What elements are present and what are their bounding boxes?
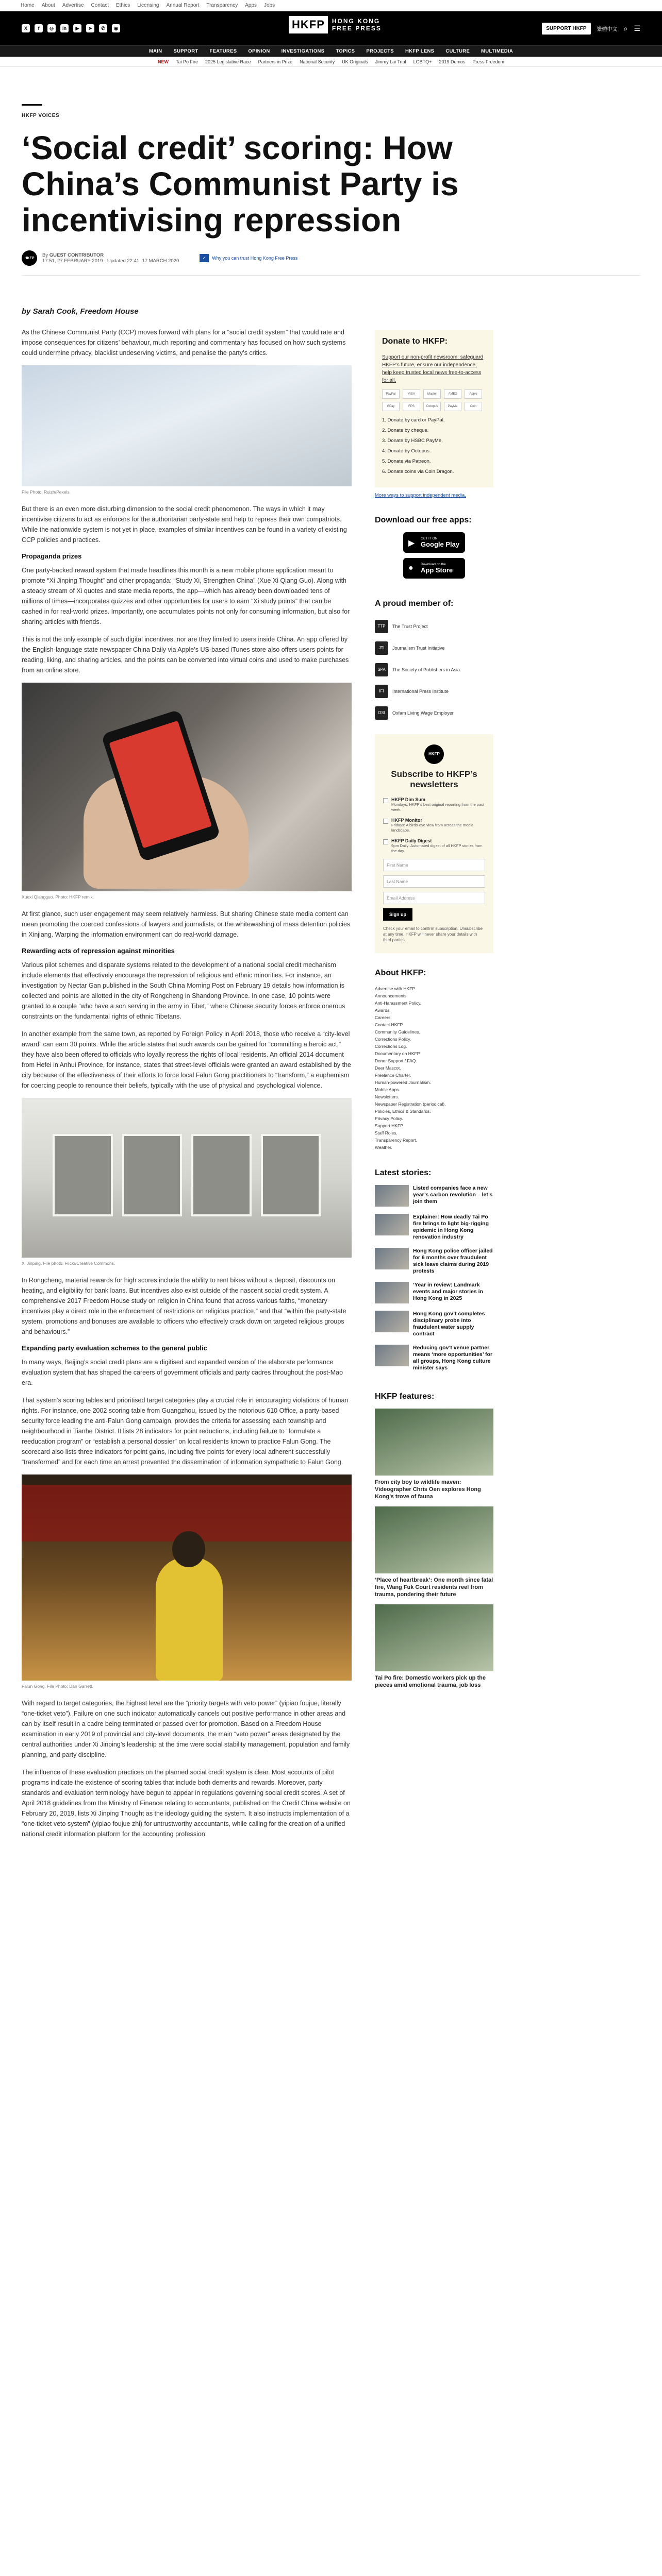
masthead — [0, 11, 662, 45]
about-link[interactable]: Contact HKFP. — [375, 1022, 404, 1027]
trending-item[interactable]: LGBTQ+ — [413, 59, 432, 64]
paragraph: In another example from the same town, as reported by Foreign Policy in April 2018, those who receive a “city-level award” can earn 30 points. While the article states that such awards can be gained for “committing a heroic act,” they have also been offered to officials who loyally repress the rights of local residents. An official 2014 document from Hefei in Anhui Province, for instance, states that street-level officials were granted an award established by the city because of the effectiveness of their efforts to force local Falun Gong practitioners to “transform,” a euphemism for coercing people to renounce their beliefs, typically with the use of physical and psychological violence. — [22, 1030, 351, 1089]
donate-title: Donate to HKFP: — [382, 337, 448, 346]
paragraph: In Rongcheng, material rewards for high scores include the ability to rent bikes without a deposit, discounts on heating, and eligibility for bank loans. But incentives also exist outside of the nascent social credit system. A comprehensive 2017 Freedom House study on religion in China found that across various faiths, “monetary incentives play a direct role in the enforcement of restrictions on religious practice,” and that “within the party-state system, promotions and bonuses are available to officers who effectively crack down on targeted religious groups and behaviours.” — [22, 1277, 346, 1335]
story-title[interactable]: Reducing gov’t venue partner means ‘more opportunities’ for all groups, Hong Kong culture minister says — [413, 1345, 493, 1371]
donate-option[interactable]: 5. Donate via Patreon. — [382, 459, 431, 464]
latest-story[interactable] — [375, 1282, 493, 1303]
logo-name-line1: HONG KONG — [332, 18, 380, 25]
about-link[interactable]: Advertise with HKFP. — [375, 986, 416, 991]
member-name: Oxfam Living Wage Employer — [392, 710, 454, 716]
twitter-icon[interactable]: X — [22, 24, 30, 32]
trending-label: NEW — [157, 59, 169, 64]
about-list — [375, 985, 493, 1151]
util-link-apps[interactable]: Apps — [245, 3, 257, 8]
paragraph: With regard to target categories, the highest level are the “priority targets with veto power” (yipiao foujue, literally “one-ticket veto”). Failure on one such indicator automatically cancels out positive performance in other areas and can by itself result in a cadre being terminated or passed over for promotion. Based on a Freedom House examination in early 2019 of provincial and city-level documents, the main “veto power” areas designated by the central authorities under Xi Jinping’s leadership at the time were social stability management, population and family planning, and party discipline. — [22, 1700, 350, 1758]
latest-title: Latest stories: — [375, 1168, 432, 1177]
story-title[interactable]: ‘Year in review: Landmark events and major stories in Hong Kong in 2025 — [413, 1282, 483, 1301]
newsletter-name: HKFP Dim Sum — [391, 797, 425, 802]
logo-mark: HKFP — [289, 16, 328, 33]
payment-logo: VISA — [403, 389, 420, 399]
last-name-input[interactable]: Last Name — [383, 875, 485, 888]
image-caption: Xi Jinping. File photo: Flickr/Creative Commons. — [22, 1261, 115, 1266]
article-dates: 17:51, 27 FEBRUARY 2019 · Updated 22:41, 17 MARCH 2020 — [42, 258, 179, 264]
feature-story[interactable] — [375, 1506, 493, 1598]
feature-title[interactable]: Tai Po fire: Domestic workers pick up the pieces amid emotional trauma, job loss — [375, 1675, 486, 1688]
paragraph: Various pilot schemes and disparate systems related to the development of a national social credit mechanism include elements that effectively encourage the repression of religious and ethnic minorities. For instance, an investigation by Nectar Gan published in the South China Morning Post on February 19 details how information is collected and points are allotted in the city of Rongcheng in Shandong Province. In one case, 10 points were granted to a couple “who have a son serving in the army in Tibet,” where Chinese security forces enforce onerous constraints on the fundamental rights of ethnic Tibetans. — [22, 961, 345, 1020]
newsletter-checkbox[interactable] — [383, 798, 388, 803]
article-image-phone-app — [22, 683, 352, 891]
kicker-rule — [22, 104, 42, 106]
member-list — [375, 616, 493, 724]
util-link-jobs[interactable]: Jobs — [264, 3, 275, 8]
member-logo: TTP — [375, 620, 388, 633]
about-link[interactable]: Announcements. — [375, 993, 408, 998]
member-name: Journalism Trust Initiative — [392, 646, 445, 651]
about-link[interactable]: Deer Mascot. — [375, 1065, 401, 1071]
about-link[interactable]: Human-powered Journalism. — [375, 1080, 431, 1085]
article-title: ‘Social credit’ scoring: How China’s Communist Party is incentivising repression — [22, 129, 459, 239]
story-thumbnail — [375, 1282, 409, 1303]
about-link[interactable]: Staff Roles. — [375, 1130, 398, 1136]
more-ways-link[interactable]: More ways to support independent media. — [375, 493, 466, 498]
feature-story[interactable] — [375, 1409, 493, 1500]
newsletter-box — [375, 734, 493, 953]
about-title: About HKFP: — [375, 969, 426, 977]
feature-image — [375, 1409, 493, 1476]
story-thumbnail — [375, 1248, 409, 1269]
trending-item[interactable]: Partners in Prize — [258, 59, 293, 64]
feature-title[interactable]: From city boy to wildlife maven: Videographer Chris Oen explores Hong Kong’s trove of fauna — [375, 1479, 481, 1500]
nav-hkfp-lens[interactable]: HKFP LENS — [405, 48, 435, 54]
util-link-advertise[interactable]: Advertise — [62, 3, 84, 8]
story-title[interactable]: Explainer: How deadly Tai Po fire brings to light big-rigging epidemic in Hong Kong renovation industry — [413, 1214, 489, 1240]
donate-option[interactable]: 2. Donate by cheque. — [382, 428, 429, 433]
google-play-small: GET IT ON — [421, 537, 438, 540]
latest-story[interactable] — [375, 1248, 493, 1275]
byline-contributor[interactable]: GUEST CONTRIBUTOR — [49, 252, 104, 258]
paragraph: At first glance, such user engagement may seem relatively harmless. But sharing Chinese state media content can mean promoting the coerced confessions of lawyers and journalists, or the whitewashing of mass detention policies in Xinjiang. Warping the information environment can do real-world damage. — [22, 910, 351, 938]
app-store-label: App Store — [421, 566, 453, 574]
trending-item[interactable]: Jimmy Lai Trial — [375, 59, 406, 64]
payment-logo: Apple — [465, 389, 482, 399]
whatsapp-icon[interactable]: ✆ — [99, 24, 107, 32]
about-link[interactable]: Mobile Apps. — [375, 1087, 400, 1092]
paragraph: This is not the only example of such digital incentives, nor are they limited to users inside China. An app offered by the English-language state newspaper China Daily via Apple’s US-based iTunes store also offers users points for reading, liking, and sharing articles, and the points can be converted into virtual coins and used to make purchases from an online store. — [22, 636, 349, 674]
member-item[interactable] — [375, 681, 493, 702]
utility-bar — [0, 0, 662, 11]
payment-logo: AMEX — [444, 389, 461, 399]
util-link-home[interactable]: Home — [21, 3, 35, 8]
telegram-icon[interactable]: ➤ — [86, 24, 94, 32]
member-logo: SPA — [375, 663, 388, 676]
donate-option[interactable]: 1. Donate by card or PayPal. — [382, 417, 445, 423]
feature-image — [375, 1604, 493, 1671]
instagram-icon[interactable]: ◎ — [47, 24, 56, 32]
about-link[interactable]: Careers. — [375, 1015, 392, 1020]
util-link-about[interactable]: About — [41, 3, 55, 8]
about-link[interactable]: Corrections Policy. — [375, 1037, 411, 1042]
latest-story[interactable] — [375, 1214, 493, 1241]
member-item[interactable] — [375, 659, 493, 681]
article-image-falun-gong — [22, 1475, 352, 1681]
image-caption: Falun Gong. File Photo: Dan Garrett. — [22, 1684, 93, 1689]
member-name: The Trust Project — [392, 624, 428, 629]
youtube-icon[interactable]: ▶ — [73, 24, 81, 32]
payment-logo: Master — [423, 389, 441, 399]
paragraph: But there is an even more disturbing dimension to the social credit phenomenon. The ways in which it may incentivise citizens to act as enforcers for the authoritarian party-state and help to repress their own compatriots. While the nationwide system is not yet in place, examples of similar incentives can be found in a variety of existing CCP policies and practices. — [22, 505, 347, 544]
article-image-xi-portraits — [22, 1098, 352, 1258]
newsletter-desc: Mondays: HKFP’s best original reporting from the past week. — [391, 802, 484, 812]
figure-shape — [156, 1557, 223, 1681]
figure-head-shape — [172, 1531, 205, 1567]
util-link-transparency[interactable]: Transparency — [206, 3, 238, 8]
nav-multimedia[interactable]: MULTIMEDIA — [481, 48, 514, 54]
latest-story[interactable] — [375, 1345, 493, 1371]
logo-name-line2: FREE PRESS — [332, 25, 382, 32]
newsletter-name: HKFP Monitor — [391, 818, 422, 823]
apps-title: Download our free apps: — [375, 516, 472, 524]
site-logo[interactable] — [289, 16, 382, 33]
util-link-licensing[interactable]: Licensing — [137, 3, 159, 8]
trending-bar — [0, 57, 662, 67]
about-link[interactable]: Anti-Harassment Policy. — [375, 1001, 422, 1006]
nav-features[interactable]: FEATURES — [209, 48, 237, 54]
trust-label: Why you can trust Hong Kong Free Press — [212, 256, 298, 261]
payment-logo: GPay — [382, 402, 400, 411]
image-caption: File Photo: Ruizh/Pexels. — [22, 489, 71, 495]
payment-logo: PayPal — [382, 389, 400, 399]
about-link[interactable]: Community Guidelines. — [375, 1029, 420, 1035]
feature-image — [375, 1506, 493, 1573]
paragraph: As the Chinese Communist Party (CCP) moves forward with plans for a “social credit system” that would rate and impose consequences for citizens’ behaviour, much reporting and commentary has focused on how such systems could undermine privacy, blacklist undeserving victims, and penalise the party’s critics. — [22, 329, 346, 357]
linkedin-icon[interactable]: in — [60, 24, 69, 32]
latest-story[interactable] — [375, 1311, 493, 1337]
image-caption: Xuexi Qiangguo. Photo: HKFP remix. — [22, 894, 94, 900]
story-title[interactable]: Hong Kong gov’t completes disciplinary probe into fraudulent water supply contract — [413, 1311, 485, 1337]
member-logo: OSI — [375, 706, 388, 720]
portrait-row — [53, 1134, 321, 1216]
story-thumbnail — [375, 1214, 409, 1235]
trust-icon: ✓ — [200, 254, 209, 262]
article-author: by Sarah Cook, Freedom House — [22, 307, 139, 316]
search-icon[interactable]: ⌕ — [623, 24, 628, 32]
about-link[interactable]: Support HKFP. — [375, 1123, 404, 1128]
header-divider — [22, 275, 640, 276]
paragraph: One party-backed reward system that made headlines this month is a new mobile phone application meant to promote “Xi Jinping Thought” and other propaganda: “Study Xi, Strengthen China” (Xue Xi Qiang Guo). Along with a steady stream of Xi quotes and state media reports, the app—which has already been downloaded tens of millions of times—incorporates quizzes and other opportunities for users to earn “Xi study points” that can be cashed in for real-world prizes. Importantly, one accumulates points not only for consuming information, but also for sharing articles with friends. — [22, 567, 350, 625]
feature-story[interactable] — [375, 1604, 493, 1689]
payment-logo: PayMe — [444, 402, 461, 411]
feature-title[interactable]: ‘Place of heartbreak’: One month since fatal fire, Wang Fuk Court residents reel from trauma, pondering their future — [375, 1577, 493, 1598]
donate-options — [382, 417, 486, 475]
payment-logo: FPS — [403, 402, 420, 411]
util-link-ethics[interactable]: Ethics — [115, 3, 130, 8]
nav-projects[interactable]: PROJECTS — [366, 48, 394, 54]
nav-culture[interactable]: CULTURE — [445, 48, 470, 54]
payment-logos — [382, 389, 486, 411]
about-link[interactable]: Policies, Ethics & Standards. — [375, 1109, 431, 1114]
about-link[interactable]: Corrections Log. — [375, 1044, 407, 1049]
member-name: The Society of Publishers in Asia — [392, 667, 460, 672]
trending-item[interactable]: UK Originals — [342, 59, 368, 64]
member-name: International Press Institute — [392, 689, 449, 694]
newsletter-checkbox[interactable] — [383, 839, 388, 844]
article-header — [0, 67, 662, 266]
paragraph: The influence of these evaluation practices on the planned social credit system is clear. Most accounts of pilot programs indicate the existence of scoring tables that include both demerits and rewards. Moreover, party standards and evaluation terminology have begun to appear in regulations governing social credit scores. A set of April 2018 guidelines from the Ministry of Finance relating to accountants, published on the Credit China website on February 20, 2019, lists Xi Jinping Thought as the ideology guiding the system. It also instructs implementation of a “one-ticket veto system” (yipiao foujue zhi) for untrustworthy accountants, while calling for the creation of a unified national credit information platform for the accounting profession. — [22, 1769, 351, 1838]
logo-name — [332, 18, 382, 32]
member-logo: IFI — [375, 685, 388, 698]
about-link[interactable]: Newspaper Registration (periodical). — [375, 1101, 446, 1107]
app-store-small: Download on the — [421, 563, 446, 566]
member-item[interactable] — [375, 637, 493, 659]
story-title[interactable]: Listed companies face a new year’s carbon revolution – let’s join them — [413, 1185, 493, 1205]
newsletter-desc: Fridays: A birds-eye view from across the media landscape. — [391, 823, 474, 833]
trending-item[interactable]: 2019 Demos — [439, 59, 466, 64]
apple-icon: ● — [408, 564, 413, 572]
donate-option[interactable]: 3. Donate by HSBC PayMe. — [382, 438, 443, 444]
nav-support[interactable]: SUPPORT — [173, 48, 198, 54]
newsletter-option[interactable] — [383, 818, 485, 833]
support-hkfp-button[interactable]: SUPPORT HKFP — [542, 23, 590, 35]
newsletter-option[interactable] — [383, 797, 485, 812]
app-store-button[interactable] — [403, 558, 465, 579]
google-play-icon: ▶ — [408, 539, 415, 548]
latest-story[interactable] — [375, 1185, 493, 1207]
article-kicker[interactable]: HKFP VOICES — [22, 113, 60, 118]
donate-option[interactable]: 6. Donate coins via Coin Dragon. — [382, 469, 454, 474]
email-input[interactable]: Email Address — [383, 892, 485, 904]
newsletter-note: Check your email to confirm subscription. Unsubscribe at any time. HKFP will never share your details with third parties. — [383, 926, 483, 942]
article-body — [22, 307, 352, 1846]
about-link[interactable]: Weather. — [375, 1145, 392, 1150]
story-thumbnail — [375, 1311, 409, 1332]
main-nav — [0, 45, 662, 57]
story-title[interactable]: Hong Kong police officer jailed for 6 months over fraudulent sick leave claims during 2019 protests — [413, 1248, 493, 1274]
member-item[interactable] — [375, 702, 493, 724]
newsletter-option[interactable] — [383, 838, 485, 854]
features-title: HKFP features: — [375, 1392, 435, 1401]
first-name-input[interactable]: First Name — [383, 859, 485, 871]
about-link[interactable]: Donor Support / FAQ. — [375, 1058, 417, 1063]
newsletter-name: HKFP Daily Digest — [391, 838, 432, 843]
language-switch[interactable]: 繁體中文 — [597, 26, 618, 32]
donate-option[interactable]: 4. Donate by Octopus. — [382, 448, 431, 454]
trending-item[interactable]: Press Freedom — [472, 59, 504, 64]
section-heading: Rewarding acts of repression against minorities — [22, 947, 175, 955]
signup-button[interactable]: Sign up — [383, 908, 412, 921]
about-link[interactable]: Freelance Charter. — [375, 1073, 411, 1078]
article-image-city — [22, 365, 352, 486]
google-play-label: Google Play — [421, 540, 460, 548]
util-link-annual-report[interactable]: Annual Report — [166, 3, 200, 8]
donate-text[interactable]: Support our non-profit newsroom: safeguard HKFP’s future, ensure our independence, help keep trusted local news free-to-access for all. — [382, 354, 484, 383]
about-link[interactable]: Documentary on HKFP. — [375, 1051, 421, 1056]
payment-logo: Coin — [465, 402, 482, 411]
story-thumbnail — [375, 1345, 409, 1366]
facebook-icon[interactable]: f — [35, 24, 43, 32]
util-link-contact[interactable]: Contact — [91, 3, 109, 8]
trending-item[interactable]: Tai Po Fire — [175, 59, 198, 64]
about-link[interactable]: Transparency Report. — [375, 1138, 417, 1143]
paragraph: That system’s scoring tables and prioritised target categories play a crucial role in encouraging violations of human rights. For instance, one 2002 scoring table from Guangzhou, issued by the notorious 610 Office, a party-based security force leading the anti-Falun Gong campaign, provides the criteria for assessing each township and neighbourhood in Tianhe District. It lists 28 indicators for point reductions, including failure to “formulate a reeducation program” or “establish a personal dossier” on local residents known to practice Falun Gong. The scorecard also lists three indicators for point gains, including five points for every local adherent successfully “transformed” and for each time an arrest prevented the dissemination of information sympathetic to Falun Gong. — [22, 1397, 349, 1466]
about-link[interactable]: Awards. — [375, 1008, 391, 1013]
nav-investigations[interactable]: INVESTIGATIONS — [281, 48, 325, 54]
newsletter-desc: 9pm Daily: Automated digest of all HKFP stories from the day. — [391, 843, 483, 853]
nav-topics[interactable]: TOPICS — [336, 48, 355, 54]
member-item[interactable] — [375, 616, 493, 637]
member-logo: JTI — [375, 641, 388, 655]
trust-link[interactable] — [200, 254, 297, 262]
menu-icon[interactable]: ☰ — [634, 24, 640, 32]
newsletter-title: Subscribe to HKFP’s newsletters — [391, 769, 477, 789]
avatar: HKFP — [22, 250, 37, 266]
trending-item[interactable]: 2025 Legislative Race — [205, 59, 251, 64]
section-heading: Expanding party evaluation schemes to the general public — [22, 1344, 207, 1352]
newsletter-checkbox[interactable] — [383, 819, 388, 824]
nav-main[interactable]: MAIN — [148, 48, 162, 54]
social-icons — [22, 24, 120, 32]
donate-box — [375, 330, 493, 487]
newsletter-logo: HKFP — [424, 744, 444, 764]
byline-by: By — [42, 252, 48, 258]
nav-opinion[interactable]: OPINION — [248, 48, 270, 54]
trending-item[interactable]: National Security — [300, 59, 335, 64]
sidebar — [375, 330, 493, 1695]
rss-icon[interactable]: ◉ — [112, 24, 120, 32]
about-link[interactable]: Newsletters. — [375, 1094, 399, 1099]
story-thumbnail — [375, 1185, 409, 1207]
about-link[interactable]: Privacy Policy. — [375, 1116, 403, 1121]
byline — [22, 250, 640, 266]
payment-logo: Octopus — [423, 402, 441, 411]
member-title: A proud member of: — [375, 599, 454, 608]
paragraph: In many ways, Beijing’s social credit plans are a digitised and expanded version of the elaborate performance evaluation system that has shaped the careers of government officials and party cadres throughout the post-Mao era. — [22, 1359, 343, 1386]
section-heading: Propaganda prizes — [22, 552, 82, 560]
google-play-button[interactable] — [403, 532, 465, 553]
